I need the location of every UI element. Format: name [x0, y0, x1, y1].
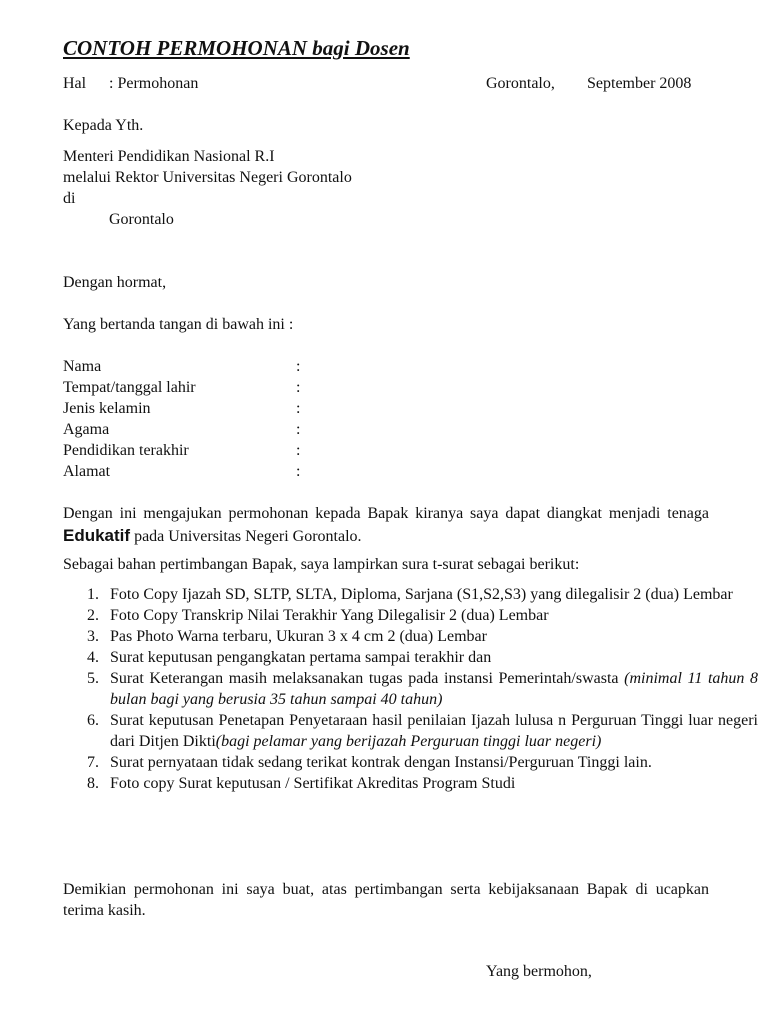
recipient-line-2: melalui Rektor Universitas Negeri Gorontalo: [63, 169, 352, 186]
recipient-city: Gorontalo: [109, 211, 174, 228]
salutation: Dengan hormat,: [63, 274, 167, 291]
hal-label: Hal: [63, 75, 87, 92]
item-number: 6.: [87, 712, 99, 729]
item-number: 4.: [87, 649, 99, 666]
list-item: [87, 584, 758, 605]
field-colon: :: [296, 421, 301, 438]
item-number: 5.: [87, 670, 99, 687]
item-number: 1.: [87, 586, 99, 603]
signoff: Yang bermohon,: [486, 963, 592, 980]
field-label: Pendidikan terakhir: [63, 442, 189, 459]
recipient-line-1: Menteri Pendidikan Nasional R.I: [63, 148, 275, 165]
field-colon: :: [296, 463, 301, 480]
item-note: (bagi pelamar yang berijazah Perguruan tinggi luar negeri): [215, 733, 602, 750]
field-colon: :: [296, 442, 301, 459]
page-title: CONTOH PERMOHONAN bagi Dosen: [63, 36, 410, 60]
item-text: Surat keputusan pengangkatan pertama sampai terakhir dan: [110, 649, 492, 666]
item-number: 3.: [87, 628, 99, 645]
intro-line: Yang bertanda tangan di bawah ini :: [63, 316, 294, 333]
item-number: 7.: [87, 754, 99, 771]
list-item: [87, 773, 758, 794]
attachments-intro: Sebagai bahan pertimbangan Bapak, saya lampirkan sura t-surat sebagai berikut:: [63, 556, 580, 573]
recipient-line-3: di: [63, 190, 76, 207]
request-text-2: pada Universitas Negeri Gorontalo.: [130, 528, 362, 545]
field-colon: :: [296, 379, 301, 396]
date-place: Gorontalo,: [486, 75, 555, 92]
kepada-line: Kepada Yth.: [63, 117, 144, 134]
item-text: Surat pernyataan tidak sedang terikat kontrak dengan Instansi/Perguruan Tinggi lain.: [110, 754, 652, 771]
closing-paragraph: Demikian permohonan ini saya buat, atas pertimbangan serta kebijaksanaan Bapak di ucapkan terima kasih.: [63, 881, 709, 919]
date-value: September 2008: [587, 75, 692, 92]
item-text: Foto Copy Transkrip Nilai Terakhir Yang Dilegalisir 2 (dua) Lembar: [110, 607, 549, 624]
field-label: Agama: [63, 421, 110, 438]
request-paragraph: [63, 503, 709, 548]
item-number: 2.: [87, 607, 99, 624]
field-label: Jenis kelamin: [63, 400, 151, 417]
list-item: [87, 647, 758, 668]
field-label: Alamat: [63, 463, 111, 480]
request-text-1: Dengan ini mengajukan permohonan kepada Bapak kiranya saya dapat diangkat menjadi tenaga: [63, 505, 709, 522]
item-number: 8.: [87, 775, 99, 792]
edukatif-word: Edukatif: [63, 526, 131, 545]
list-item: [87, 605, 758, 626]
list-item: [87, 626, 758, 647]
item-text: Foto Copy Ijazah SD, SLTP, SLTA, Diploma, Sarjana (S1,S2,S3) yang dilegalisir 2 (dua) Lembar: [110, 586, 733, 603]
item-text: Surat keputusan Penetapan Penyetaraan hasil penilaian Ijazah lulusa n Perguruan Tinggi luar negeri dari Ditjen Dikti: [110, 712, 758, 750]
field-label: Tempat/tanggal lahir: [63, 379, 196, 396]
list-item: [87, 710, 758, 752]
item-text: Foto copy Surat keputusan / Sertifikat Akreditas Program Studi: [110, 775, 516, 792]
hal-value: : Permohonan: [109, 75, 199, 92]
field-colon: :: [296, 400, 301, 417]
item-text: Pas Photo Warna terbaru, Ukuran 3 x 4 cm 2 (dua) Lembar: [110, 628, 487, 645]
list-item: [87, 752, 758, 773]
list-item: [87, 668, 759, 710]
field-colon: :: [296, 358, 301, 375]
item-text: Surat Keterangan masih melaksanakan tugas pada instansi Pemerintah/swasta: [110, 670, 625, 687]
attachments-list: [63, 584, 758, 794]
field-label: Nama: [63, 358, 102, 375]
item-note: (minimal 11 tahun 8 bulan bagi yang berusia 35 tahun sampai 40 tahun): [110, 670, 759, 708]
